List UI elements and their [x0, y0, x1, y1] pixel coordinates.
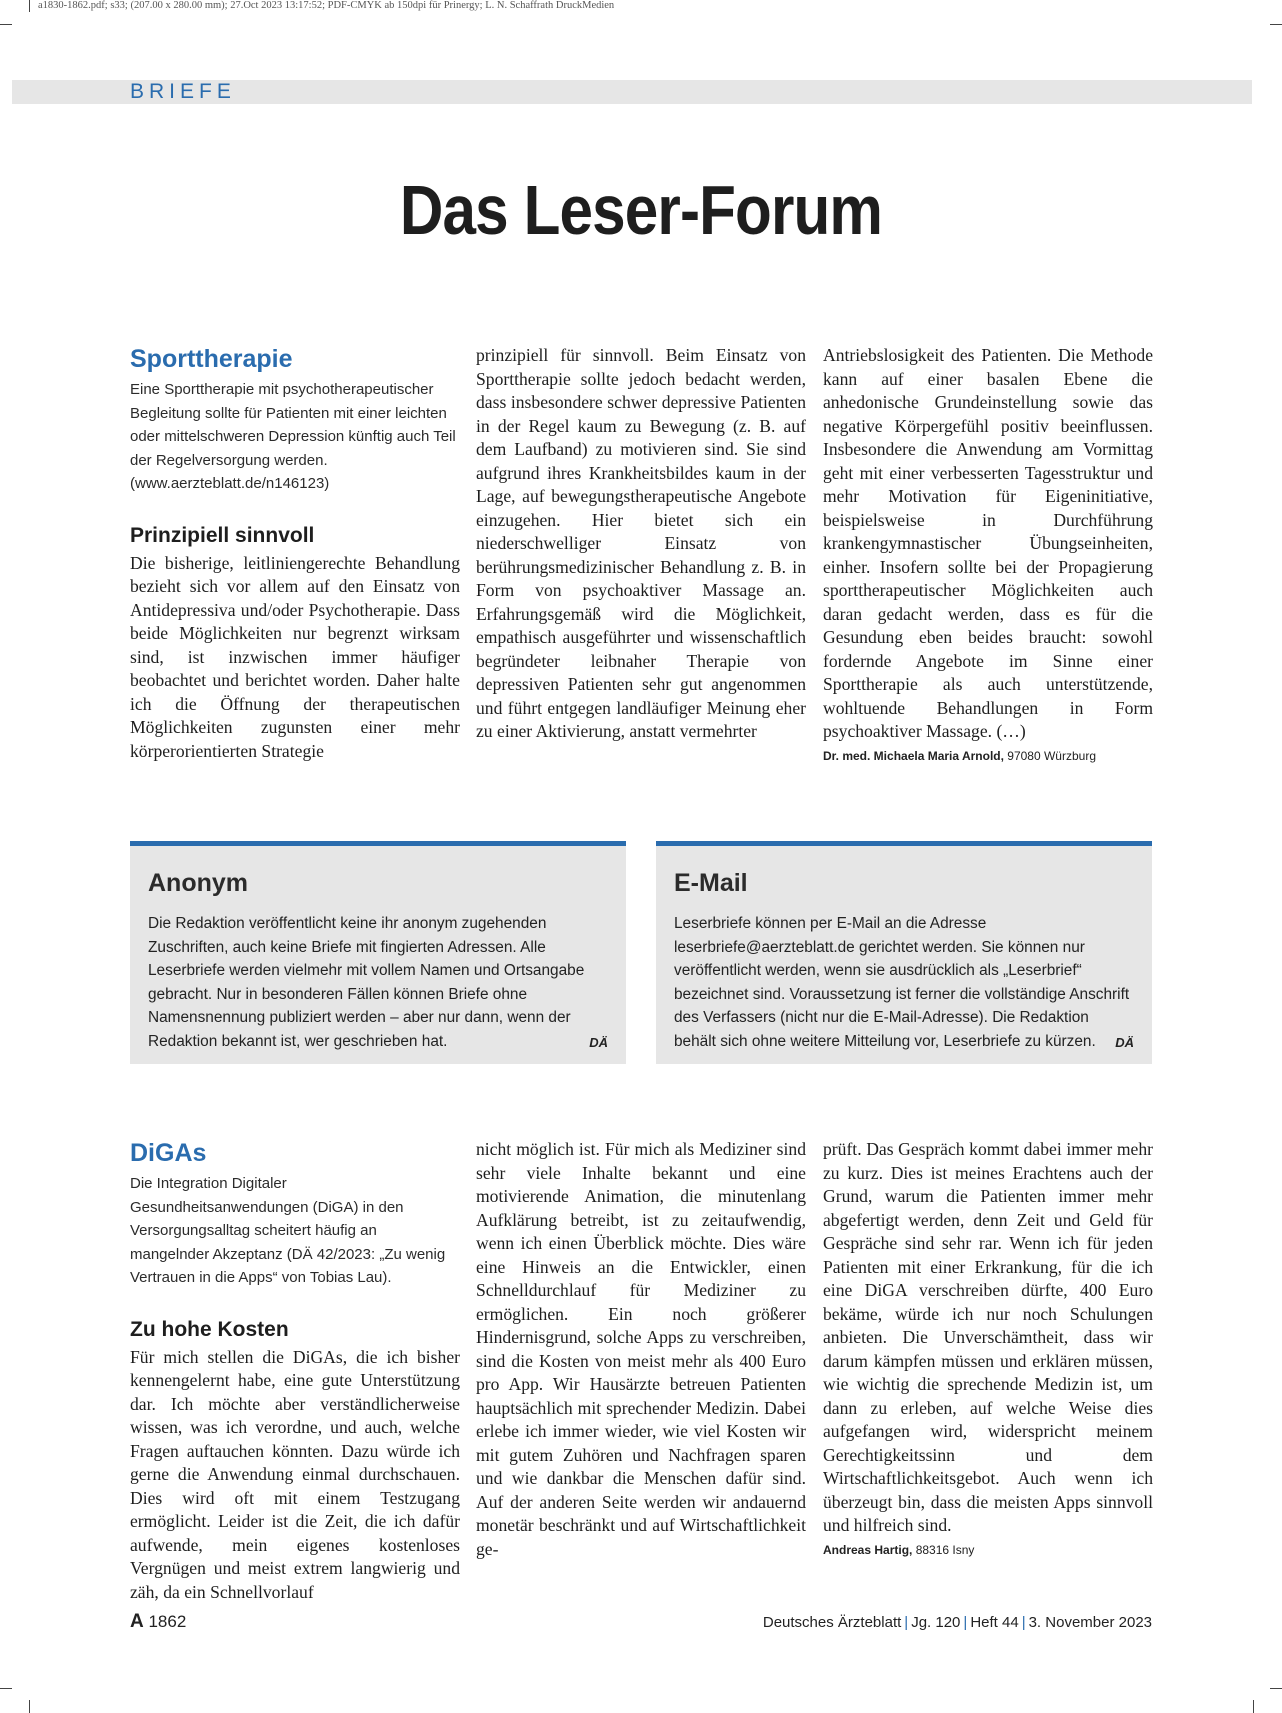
journal-info: [763, 1614, 1152, 1631]
article-body: prüft. Das Gespräch kommt dabei immer mehr zu kurz. Dies ist meines Erachtens auch der Grund, warum die Patienten immer mehr abgefertigt werden, denn Zeit und Geld für Gespräche sind sehr rar. Wenn ich für jeden Patienten mit einer Erkrankung, für die ich eine DiGA verschreiben dürfte, 400 Euro bekäme, würde ich nur noch Schulungen anbieten. Die Unverschämtheit, dass wir darum kämpfen müssen und erklären müssen, wie wichtig die sprechende Medizin ist, um dann zu erleben, auf welche Weise dies aufgefangen wird, widerspricht meinem Gerechtigkeitssinn und dem Wirtschaftlichkeitsgebot. Auch wenn ich überzeugt bin, dass die meisten Apps sinnvoll und hilfreich sind.: [823, 1139, 1153, 1535]
author-signature: [823, 746, 1153, 766]
article-title: DiGAs: [130, 1139, 207, 1167]
crop-mark-top-left-v: [29, 0, 30, 12]
article-subhead: Prinzipiell sinnvoll: [130, 523, 315, 547]
article2-column-1: [130, 1138, 460, 1604]
article-body: Die bisherige, leitliniengerechte Behandlung bezieht sich vor allem auf den Einsatz von Antidepressiva und/oder Psychotherapie. Dass beide Möglichkeiten nur begrenzt wirksam sind, ist inzwischen immer häufiger beobachtet und berichtet worden. Daher halte ich die Öffnung der therapeutischen Möglichkeiten zugunsten einer mehr körperorientierten Strategie: [130, 552, 460, 761]
page-prefix: A: [130, 1611, 144, 1632]
article-title: Sporttherapie: [130, 345, 293, 373]
separator: |: [963, 1614, 968, 1631]
box-title: E-Mail: [674, 869, 748, 897]
crop-mark-bottom-left-v: [29, 1700, 30, 1713]
crop-mark-bottom-left: [0, 1688, 12, 1689]
section-label: BRIEFE: [130, 80, 236, 103]
box-mark: DÄ: [589, 1035, 608, 1050]
info-box-anonym: [130, 841, 626, 1064]
crop-mark-top-left: [0, 24, 12, 25]
article1-column-2: [476, 344, 806, 744]
page-number: [130, 1611, 186, 1633]
page-number-value: 1862: [148, 1612, 187, 1631]
page-title: Das Leser-Forum: [399, 171, 883, 249]
author-place: 97080 Würzburg: [1007, 748, 1096, 763]
box-mark: DÄ: [1115, 1035, 1134, 1050]
article2-column-3: [823, 1138, 1153, 1560]
article-body: nicht möglich ist. Für mich als Mediziner sind sehr viele Inhalte bekannt und eine motivierende Animation, die minutenlang Aufklärung betreibt, ist zu zeitaufwendig, wenn ich einen Überblick möchte. Dies wäre eine Hinweis an die Entwickler, einen Schnelldurchlauf für Mediziner zu ermöglichen. Ein noch größerer Hindernisgrund, solche Apps zu verschreiben, sind die Kosten von meist mehr als 400 Euro pro App. Wir Hausärzte betreuen Patienten hauptsächlich mit sprechender Medizin. Dabei erlebe ich immer wieder, wie viel Kosten wir mit gutem Zuhören und Nachfragen sparen und wie dankbar die Menschen dafür sind. Auf der anderen Seite werden wir andauernd monetär beschränkt und auf Wirtschaftlichkeit ge-: [476, 1139, 806, 1559]
article-teaser: Die Integration Digitaler Gesundheitsanwendungen (DiGA) in den Versorgungsalltag scheitert häufig an mangelnder Akzeptanz (DÄ 42/2023: „Zu wenig Vertrauen in die Apps“ von Tobias Lau).: [130, 1175, 446, 1286]
article1-column-1: [130, 344, 460, 763]
article-body: Antriebslosigkeit des Patienten. Die Methode kann auf einer basalen Ebene die anhedonische Grundeinstellung sowie das negative Körpergefühl positiv beeinflussen. Insbesondere die Anwendung am Vormittag geht mit einer verbesserten Tagesstruktur und mehr Motivation für Eigeninitiative, beispielsweise in Durchführung krankengymnastischer Übungseinheiten, einher. Insofern sollte bei der Propagierung sporttherapeutischer Möglichkeiten auch daran gedacht werden, dass es für die Gesundung eben beides braucht: sowohl fordernde Angebote im Sinne einer Sporttherapie als auch unterstützende, wohltuende Behandlungen in Form psychoaktiver Massage. (…): [823, 345, 1153, 741]
separator: |: [1021, 1614, 1026, 1631]
journal-date: 3. November 2023: [1028, 1614, 1152, 1631]
article1-column-3: [823, 344, 1153, 766]
author-name: Dr. med. Michaela Maria Arnold,: [823, 748, 1004, 763]
article-body: Für mich stellen die DiGAs, die ich bisher kennengelernt habe, eine gute Unterstützung dar. Ich möchte aber verständlicherweise wissen, was ich verordne, und auch, welche Fragen auftauchen könnten. Dazu würde ich gerne die Anwendung einmal durchschauen. Dies wird oft mit einem Testzugang ermöglicht. Leider ist die Zeit, die ich dafür aufwende, mein eigenes kostenloses Vergnügen und meist extrem langwierig und zäh, da ein Schnellvorlauf: [130, 1346, 460, 1602]
article-body: prinzipiell für sinnvoll. Beim Einsatz von Sporttherapie sollte jedoch bedacht werden, dass insbesondere schwer depressive Patienten in der Regel kaum zu Bewegung (z. B. auf dem Laufband) zu motivieren sind. Sie sind aufgrund ihres Krankheitsbildes kaum in der Lage, auf bewegungstherapeutische Angebote einzugehen. Hier bietet sich ein niederschwelliger Einsatz von berührungsmedizinischer Behandlung z. B. in Form von psychoaktiver Massage an. Erfahrungsgemäß wird die Möglichkeit, empathisch ausgeführter und wissenschaftlich begründeter leibnaher Therapie von depressiven Patienten sehr gut angenommen und führt entgegen landläufiger Meinung eher zu einer Aktivierung, anstatt vermehrter: [476, 345, 806, 741]
author-signature: [823, 1540, 1153, 1560]
print-slug-line: a1830-1862.pdf; s33; (207.00 x 280.00 mm); 27.Oct 2023 13:17:52; PDF-CMYK ab 150dpi für Prinergy; L. N. Schaffrath DruckMedien: [38, 0, 615, 11]
article-subhead: Zu hohe Kosten: [130, 1317, 289, 1341]
author-place: 88316 Isny: [915, 1542, 975, 1557]
box-text: Leserbriefe können per E-Mail an die Adresse leserbriefe@aerzteblatt.de gerichtet werden. Sie können nur veröffentlicht werden, wenn sie ausdrücklich als „Leserbrief“ bezeichnet sind. Voraussetzung ist ferner die vollständige Anschrift des Verfassers (nicht nur die E-Mail-Adresse). Die Redaktion behält sich ohne weitere Mitteilung vor, Leserbriefe zu kürzen.: [674, 915, 1130, 1050]
journal-issue: Heft 44: [970, 1614, 1019, 1631]
article2-column-2: [476, 1138, 806, 1561]
crop-mark-bottom-right-v: [1253, 1700, 1254, 1713]
article-teaser: Eine Sporttherapie mit psychotherapeutischer Begleitung sollte für Patienten mit einer leichten oder mittelschweren Depression künftig auch Teil der Regelversorgung werden. (www.aerzteblatt.de/n146123): [130, 381, 456, 492]
journal-volume: Jg. 120: [911, 1614, 961, 1631]
box-text: Die Redaktion veröffentlicht keine ihr anonym zugehenden Zuschriften, auch keine Briefe mit fingierten Adressen. Alle Leserbriefe werden vielmehr mit vollem Namen und Ortsangabe gebracht. Nur in besonderen Fällen können Briefe ohne Namensnennung publiziert werden – aber nur dann, wenn der Redaktion bekannt ist, wer geschrieben hat.: [148, 915, 585, 1050]
crop-mark-bottom-right: [1270, 1688, 1282, 1689]
crop-mark-top-right: [1270, 24, 1282, 25]
info-box-email: [656, 841, 1152, 1064]
separator: |: [904, 1614, 909, 1631]
author-name: Andreas Hartig,: [823, 1542, 913, 1557]
journal-name: Deutsches Ärzteblatt: [762, 1614, 902, 1631]
box-title: Anonym: [148, 869, 248, 897]
